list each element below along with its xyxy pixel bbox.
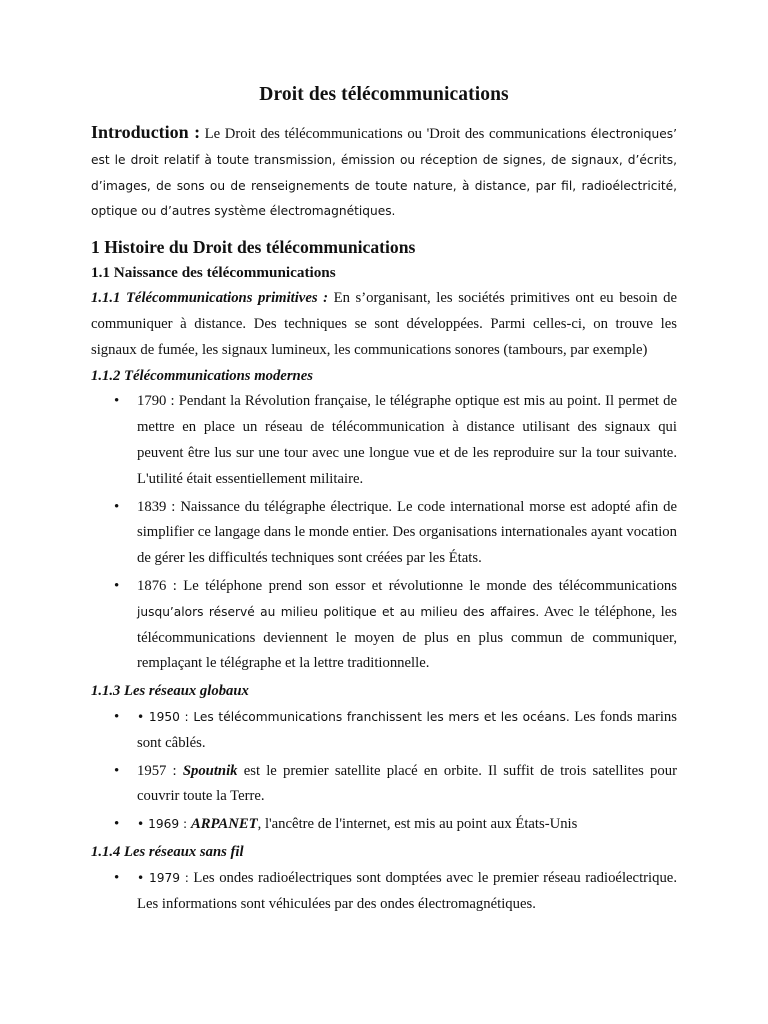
section-1-1-1-label: 1.1.1 Télécommunications primitives : (91, 290, 329, 307)
section-1-1-1-paragraph (91, 286, 677, 363)
list-item-bold: Spoutnik (182, 762, 238, 779)
list-item (91, 705, 677, 757)
list-item-text (137, 759, 677, 811)
list-item-text (137, 812, 677, 838)
list-item-text-sans: • 1979 : (137, 870, 189, 885)
wireless-networks-list (91, 866, 677, 918)
list-item (91, 812, 677, 838)
list-item-text-sans: • 1950 : Les télécommunications franchissent les mers et les océans. (137, 709, 570, 724)
section-1-1-2-heading: 1.1.2 Télécommunications modernes (91, 367, 313, 384)
list-item-text-a: 1876 : Le téléphone prend son essor et révolutionne le monde des télécommunications (137, 577, 677, 594)
list-item (91, 389, 677, 492)
list-item-text-b: , l'ancêtre de l'internet, est mis au point aux États-Unis (257, 816, 578, 833)
modern-telecom-list (91, 389, 677, 677)
list-item (91, 866, 677, 918)
section-1-1-1-text: En s’organisant, les sociétés primitives ont eu besoin de communiquer à distance. Des techniques se sont développées. Parmi celles-ci, on trouve les signaux de fumée, les signaux lumineux, les communications sonores (tambours, par exemple) (91, 290, 677, 358)
list-item-text (137, 866, 677, 918)
list-item-text-a: 1957 : (137, 762, 183, 779)
list-item (91, 574, 677, 677)
list-item-text-b: Avec le téléphone, les télécommunications deviennent le moyen de plus en plus commun de communiquer, remplaçant le télégraphe et la lettre traditionnelle. (137, 603, 677, 672)
list-item-text-serif: Les fonds marins sont câblés. (137, 708, 677, 751)
intro-paragraph (91, 120, 677, 225)
list-item-text (137, 705, 677, 757)
intro-text-sans: électroniques’ est le droit relatif à toute transmission, émission ou réception de signes, de signaux, d’écrits, d’images, de sons ou de renseignements de toute nature, à distance, par fil, radioélectricité, optique ou d’autres système électromagnétiques. (91, 127, 677, 219)
list-item-text (137, 574, 677, 677)
section-1-1-4-heading: 1.1.4 Les réseaux sans fil (91, 843, 244, 860)
intro-label: Introduction : (91, 122, 201, 142)
list-item-text-serif: Les ondes radioélectriques sont domptées avec le premier réseau radioélectrique. Les informations sont véhiculées par des ondes électromagnétiques. (137, 869, 677, 912)
section-1-1-heading: 1.1 Naissance des télécommunications (91, 264, 336, 282)
list-item (91, 495, 677, 572)
list-item-text-sans: jusqu’alors réservé au milieu politique et au milieu des affaires. (137, 604, 540, 619)
list-item-text: • 1790 : Pendant la Révolution française, le télégraphe optique est mis au point. Il permet de mettre en place un réseau de télécommunication à distance utilisant des signaux qui peuvent être lus sur une tour avec une longue vue et de les reproduire sur la tour suivante. L'utilité était essentiellement militaire. (137, 393, 677, 487)
list-item-bold: ARPANET (190, 816, 258, 833)
list-item-text-sans: • 1969 : (137, 817, 191, 832)
section-1-heading: 1 Histoire du Droit des télécommunications (91, 237, 416, 258)
list-item-text-b: est le premier satellite placé en orbite. Il suffit de trois satellites pour couvrir toute la Terre. (137, 762, 677, 805)
document-title: Droit des télécommunications (259, 84, 509, 105)
section-1-1-3-heading: 1.1.3 Les réseaux globaux (91, 683, 249, 700)
list-item-text: • 1839 : Naissance du télégraphe électrique. Le code international morse est adopté afin de simplifier ce langage dans le monde entier. Des organisations internationales ayant vocation de gérer les difficultés techniques sont créées par les États. (137, 498, 677, 567)
intro-text-serif: Le Droit des télécommunications ou 'Droit des communications (200, 126, 587, 142)
document-content (91, 84, 677, 919)
list-item (91, 759, 677, 811)
global-networks-list (91, 705, 677, 838)
